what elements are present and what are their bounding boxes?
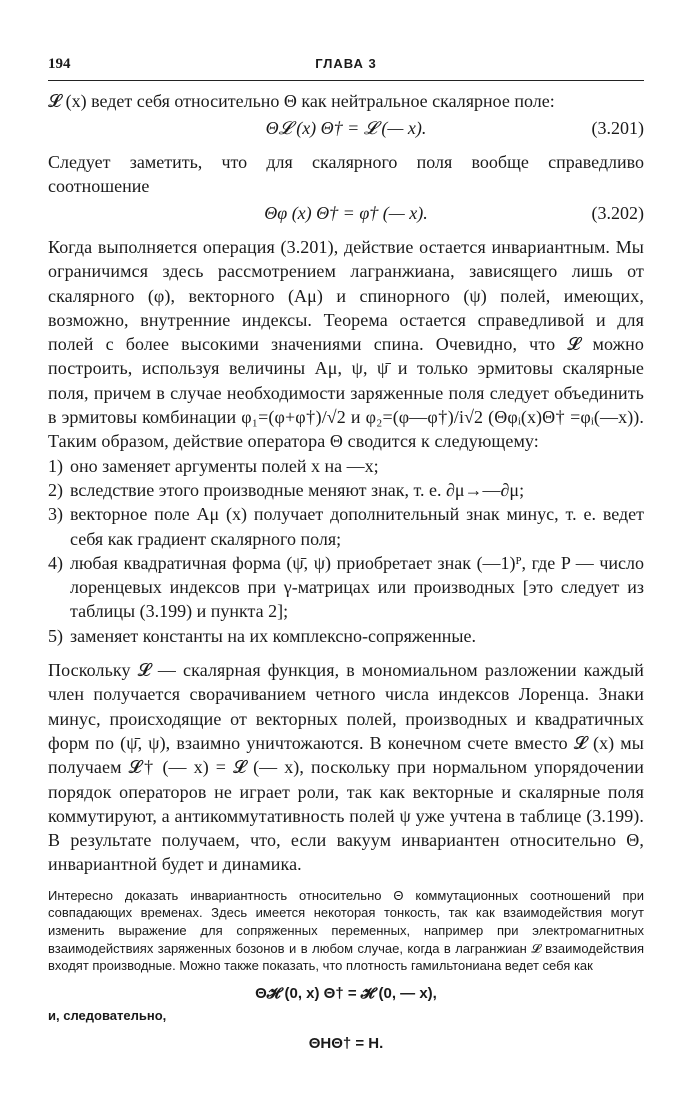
list-item <box>48 551 644 624</box>
paragraph-scalar-function: Поскольку 𝓛 — скалярная функция, в мономиальном разложении каждый член получается сворачиванием четного числа индексов Лоренца. Знаки минус, происходящие от векторных полей, производных и квадратичных форм по (ψ̄, ψ), взаимно уничтожаются. В конечном счете вместо 𝓛 (x) мы получаем 𝓛† (— x) = 𝓛 (— x), поскольку при нормальном упорядочении порядок операторов не играет роли, так как векторные и скалярные поля коммутируют, а антикоммутативность полей ψ уже учтена в таблице (3.199). В результате получаем, что, если вакуум инвариантен относительно Θ, инвариантной будет и динамика. <box>48 660 644 875</box>
list-item <box>48 478 644 502</box>
equation-3-202 <box>48 201 644 227</box>
intro-text: 𝓛 (x) ведет себя относительно Θ как нейтральное скалярное поле: <box>48 91 555 111</box>
hamiltonian-equation: ΘHΘ† = H. <box>308 1034 384 1052</box>
list-item-text: векторное поле Aμ (x) получает дополнительный знак минус, т. е. ведет себя как градиент скалярного поля; <box>70 504 644 549</box>
footnote-connector: и, следовательно, <box>48 1007 167 1023</box>
hamiltonian-density-equation: Θ𝓗 (0, x) Θ† = 𝓗 (0, — x), <box>255 984 437 1002</box>
list-marker: 5) <box>48 625 63 646</box>
list-item-text: оно заменяет аргументы полей x на —x; <box>70 455 379 476</box>
list-marker: 4) <box>48 552 63 573</box>
list-marker: 1) <box>48 455 63 476</box>
equation-expression: Θ𝓛 (x) Θ† = 𝓛 (— x). <box>265 118 427 138</box>
header-rule <box>48 80 644 81</box>
theta-action-list <box>48 454 644 648</box>
list-item-text: вследствие этого производные меняют знак, т. е. ∂μ→—∂μ; <box>70 479 525 500</box>
equation-expression: Θφ (x) Θ† = φ† (— x). <box>264 203 428 223</box>
list-item <box>48 502 644 551</box>
list-item <box>48 624 644 648</box>
list-marker: 3) <box>48 504 63 525</box>
remark-text: Следует заметить, что для скалярного поля вообще справедливо соотношение <box>48 152 644 196</box>
equation-number: (3.201) <box>591 118 644 138</box>
footnote-text: Интересно доказать инвариантность относительно Θ коммутационных соотношений при совпадающих временах. Здесь имеется некоторая тонкость, так как взаимодействия могут изменить выражение для сопряженных переменных, например при электромагнитных взаимодействиях заряженных бозонов и в любом случае, когда в лагранжиан 𝓛 взаимодействия входят производные. Можно также показать, что плотность гамильтониана ведет себя как <box>48 887 644 974</box>
page-number: 194 <box>48 56 71 72</box>
book-page <box>48 56 644 1052</box>
equation-3-201 <box>48 116 644 142</box>
list-item-text: любая квадратичная форма (ψ̄, ψ) приобретает знак (—1)ᴾ, где P — число лоренцевых индексов при γ-матрицах или производных [это следует из таблицы (3.199) и пункта 2]; <box>70 552 644 622</box>
chapter-title: ГЛАВА 3 <box>315 56 377 71</box>
list-marker: 2) <box>48 479 63 500</box>
paragraph-theta-operation: Когда выполняется операция (3.201), действие остается инвариантным. Мы ограничимся здесь рассмотрением лагранжиана, зависящего лишь от скалярного (φ), векторного (Aμ) и спинорного (ψ) полей, имеющих, возможно, внутренние индексы. Теорема остается справедливой и для полей с более высокими значениями спина. Очевидно, что 𝓛 можно построить, используя величины Aμ, ψ, ψ̄ и только эрмитовы скалярные поля, причем в случае необходимости заряженные поля следует объединить в эрмитовы комбинации φ₁=(φ+φ†)/√2 и φ₂=(φ—φ†)/i√2 (Θφᵢ(x)Θ† =φᵢ(—x)). Таким образом, действие оператора Θ сводится к следующему: <box>48 237 644 452</box>
page-header <box>48 56 644 78</box>
list-item-text: заменяет константы на их комплексно-сопряженные. <box>70 625 476 646</box>
equation-number: (3.202) <box>591 203 644 223</box>
list-item <box>48 454 644 478</box>
